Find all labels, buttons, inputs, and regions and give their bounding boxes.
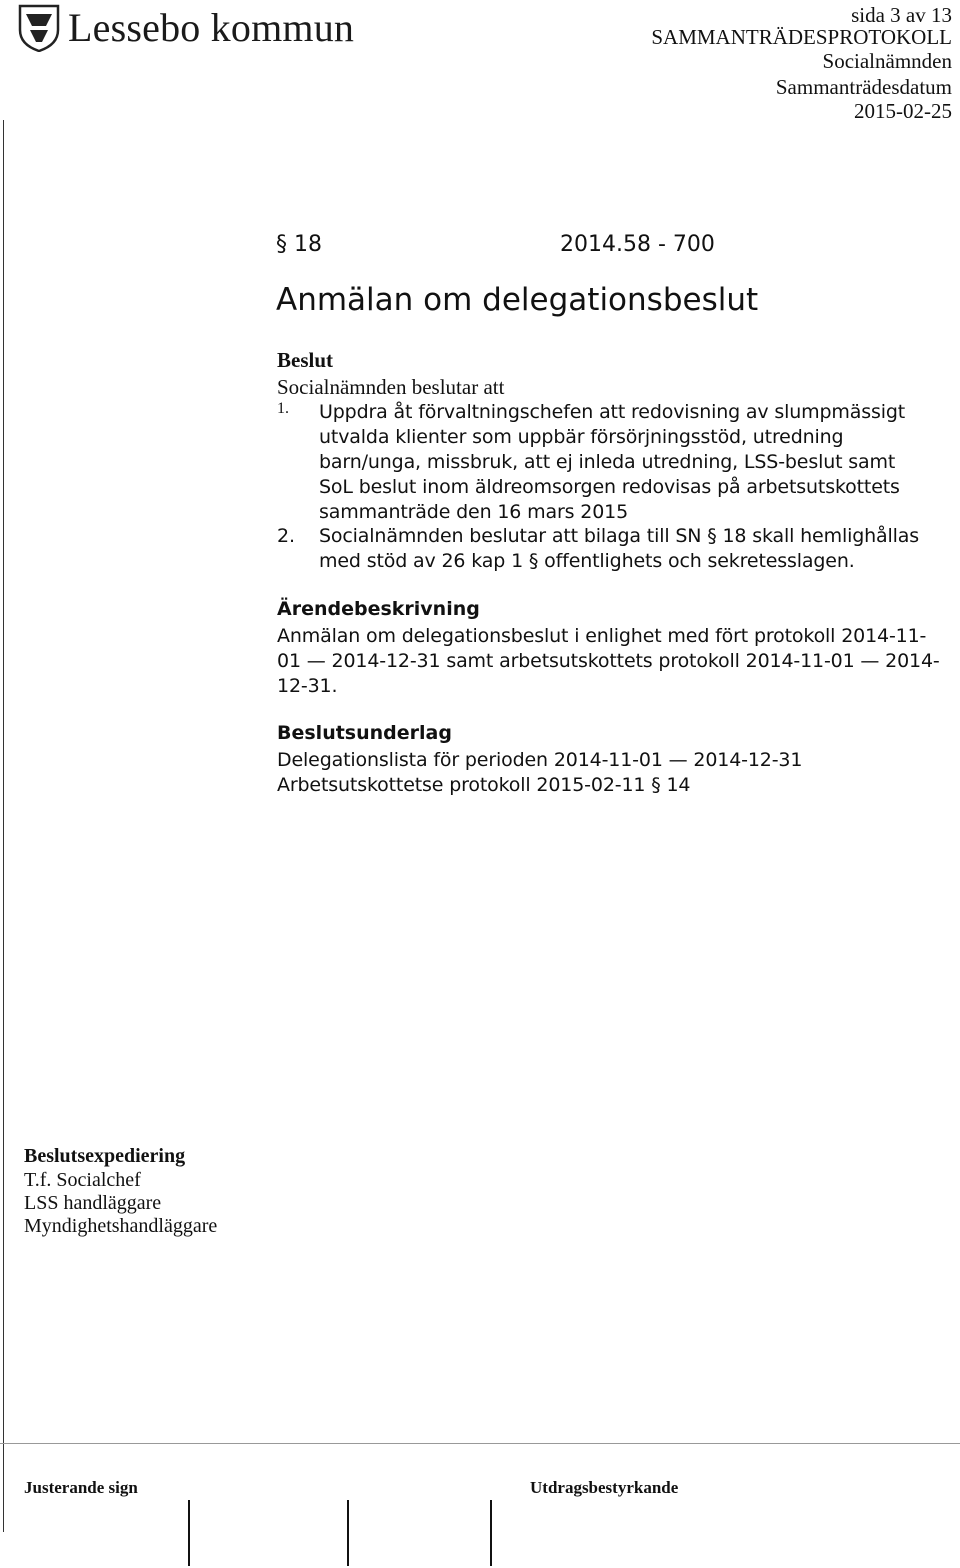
decision-text: Uppdra åt förvaltningschefen att redovisning av slumpmässigt utvalda klienter som uppbär försörjningsstöd, utredning barn/unga, missbruk, att ej inleda utredning, LSS-beslut samt SoL beslut inom äldreomsorgen redovisas på arbetsutskottets sammanträde den 16 mars 2015	[319, 401, 906, 523]
date-label: Sammanträdesdatum	[775, 75, 952, 99]
logo-text: Lessebo kommun	[68, 5, 355, 50]
arendebeskrivning-text: Anmälan om delegationsbeslut i enlighet med fört protokoll 2014-11- 01 — 2014-12-31 samt arbetsutskottets protokoll 2014-11-01 — 2014- 12-31.	[277, 625, 940, 697]
decision-text: Socialnämnden beslutar att bilaga till SN § 18 skall hemlighållas med stöd av 26 kap 1 § offentlighets och sekretesslagen.	[319, 525, 919, 572]
utdragsbestyrkande-label: Utdragsbestyrkande	[530, 1478, 679, 1497]
decision-number: 2.	[277, 525, 295, 547]
justerande-sign-label: Justerande sign	[24, 1478, 138, 1497]
beslut-intro: Socialnämnden beslutar att	[277, 375, 505, 399]
list-item: LSS handläggare	[24, 1192, 162, 1214]
footer-divider	[0, 1443, 960, 1444]
municipality-logo	[18, 4, 378, 54]
decision-number: 1.	[277, 400, 289, 417]
beslut-heading: Beslut	[277, 348, 334, 372]
list-item: T.f. Socialchef	[24, 1169, 141, 1191]
signature-box-divider	[188, 1500, 190, 1566]
paragraph-number: § 18	[276, 232, 322, 257]
page-indicator: sida 3 av 13	[851, 3, 952, 27]
decision-item	[277, 400, 937, 530]
list-item: Delegationslista för perioden 2014-11-01 — 2014-12-31	[277, 749, 803, 771]
crest-icon	[18, 4, 60, 52]
signature-box-divider	[347, 1500, 349, 1566]
document-type: SAMMANTRÄDESPROTOKOLL	[651, 25, 952, 49]
organ-name: Socialnämnden	[822, 49, 952, 73]
beslutsexpediering-heading: Beslutsexpediering	[24, 1145, 186, 1167]
decision-item	[277, 524, 937, 576]
beslutsexpediering-list	[24, 1169, 217, 1238]
arendebeskrivning-heading: Ärendebeskrivning	[277, 598, 480, 620]
beslutsunderlag-list	[277, 748, 957, 798]
list-item: Arbetsutskottetse protokoll 2015-02-11 § 14	[277, 774, 691, 796]
meeting-date: 2015-02-25	[854, 99, 952, 123]
margin-rule	[3, 120, 4, 1532]
list-item: Myndighetshandläggare	[24, 1215, 218, 1237]
signature-box-divider	[490, 1500, 492, 1566]
case-number: 2014.58 - 700	[560, 232, 715, 257]
beslutsunderlag-heading: Beslutsunderlag	[277, 722, 452, 744]
page-title: Anmälan om delegationsbeslut	[276, 282, 759, 318]
